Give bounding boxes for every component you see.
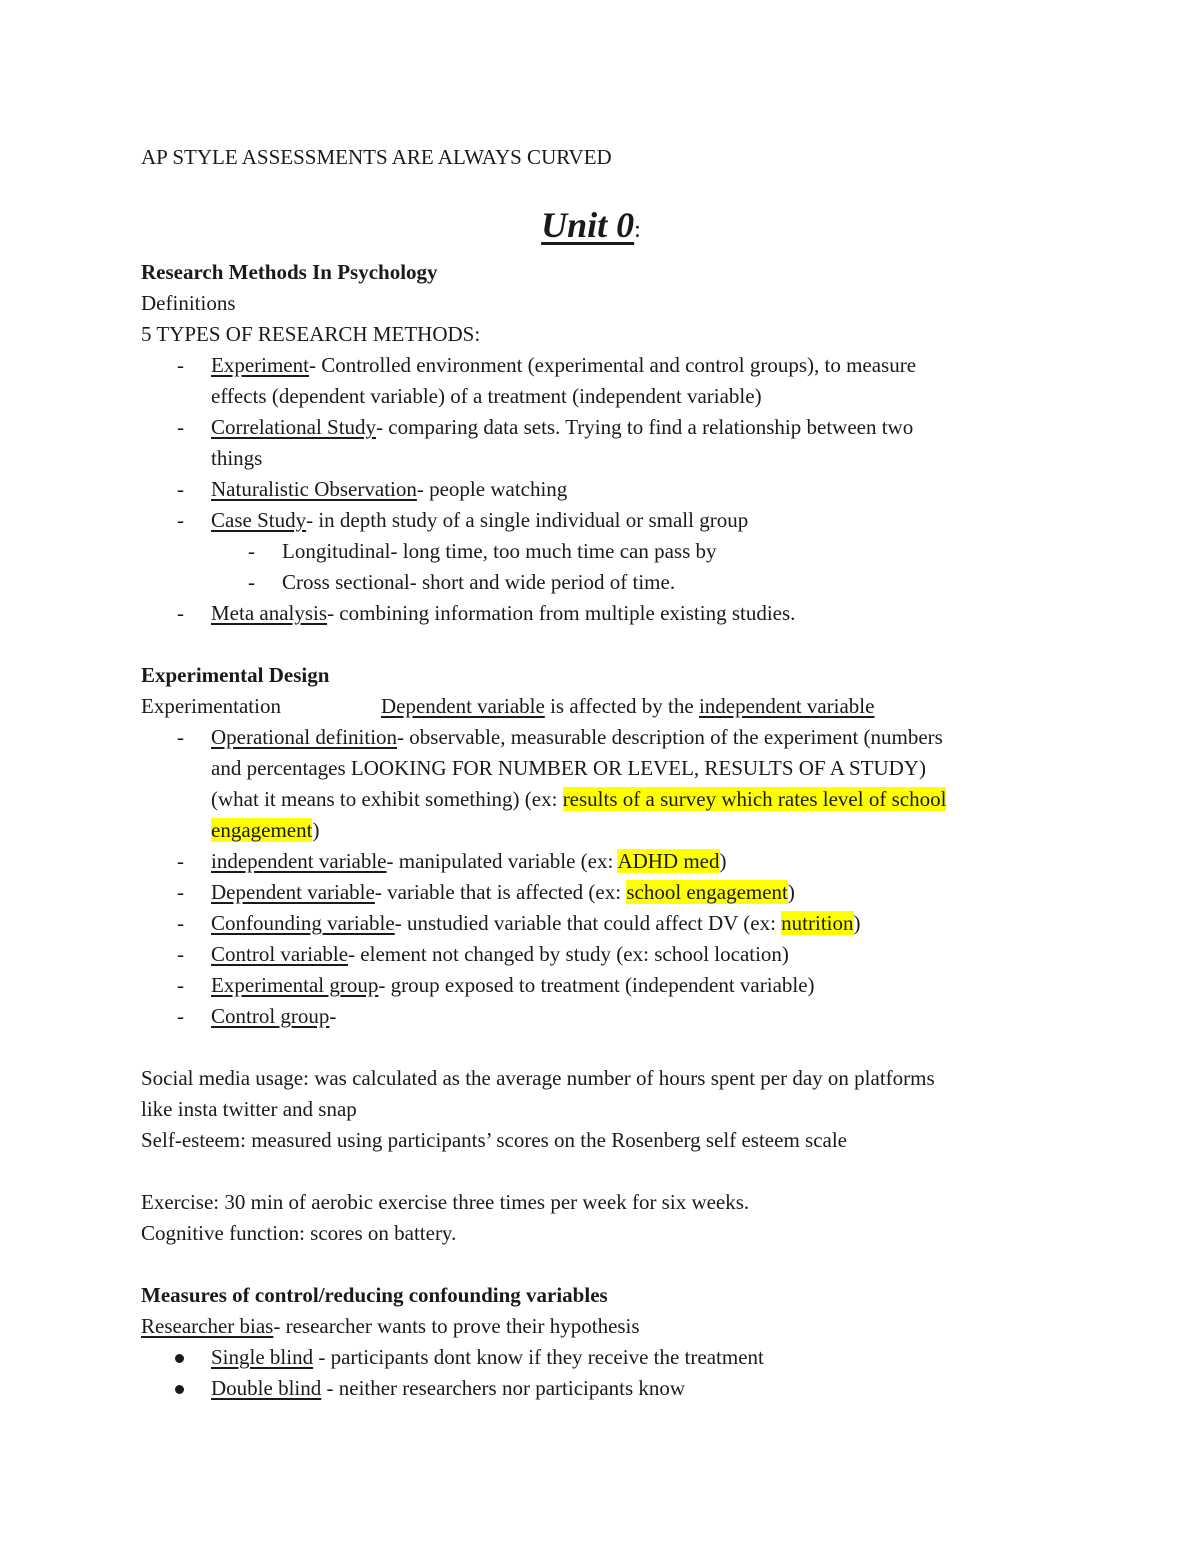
bullet-item-single-blind (141, 1342, 1041, 1373)
header-note: AP STYLE ASSESSMENTS ARE ALWAYS CURVED (141, 145, 612, 169)
description-cont: effects (dependent variable) of a treatment (independent variable) (211, 384, 762, 408)
example-social-media-cont: like insta twitter and snap (141, 1097, 357, 1121)
bullet-item-double-blind (141, 1373, 1041, 1404)
dash-bullet: - (177, 725, 184, 749)
example-self-esteem: Self-esteem: measured using participants’ scores on the Rosenberg self esteem scale (141, 1128, 847, 1152)
list-item-experiment (141, 350, 1041, 412)
description: - variable that is affected (ex: (374, 880, 627, 904)
list-item-meta-analysis (141, 598, 1041, 629)
description: - (329, 1004, 337, 1028)
types-label: 5 TYPES OF RESEARCH METHODS: (141, 322, 481, 346)
term: Confounding variable (211, 911, 395, 935)
spacer (141, 1249, 1041, 1280)
example-exercise: Exercise: 30 min of aerobic exercise three times per week for six weeks. (141, 1190, 750, 1214)
description-end: ) (312, 818, 320, 842)
term: independent variable (211, 849, 387, 873)
dash-bullet: - (177, 1004, 184, 1028)
bullet-dot-icon (175, 1385, 184, 1394)
dv-mid-text: is affected by the (544, 694, 699, 718)
dash-bullet: - (177, 601, 184, 625)
bullet-dot-icon (175, 1354, 184, 1363)
unit-title (141, 193, 1041, 257)
section-heading-control-measures: Measures of control/reducing confounding variables (141, 1283, 608, 1307)
dash-bullet: - (177, 973, 184, 997)
description-cont: and percentages LOOKING FOR NUMBER OR LEVEL, RESULTS OF A STUDY) (211, 756, 926, 780)
description: - observable, measurable description of the experiment (numbers (397, 725, 943, 749)
example-social-media: Social media usage: was calculated as the average number of hours spent per day on platforms (141, 1066, 935, 1090)
list-item-naturalistic (141, 474, 1041, 505)
highlighted-example: school engagement (626, 880, 788, 904)
dash-bullet: - (177, 415, 184, 439)
term: Operational definition (211, 725, 398, 749)
term: Experiment (211, 353, 309, 377)
experimentation-label: Experimentation (141, 694, 281, 718)
description: - comparing data sets. Trying to find a relationship between two (376, 415, 914, 439)
term: Experimental group (211, 973, 379, 997)
description-end: ) (787, 880, 795, 904)
list-item-independent-variable (141, 846, 1041, 877)
description-cont: things (211, 446, 263, 470)
dash-bullet: - (177, 849, 184, 873)
dash-bullet: - (177, 353, 184, 377)
description: - participants dont know if they receive the treatment (313, 1345, 764, 1369)
description: - unstudied variable that could affect DV (ex: (394, 911, 782, 935)
list-item-case-study (141, 505, 1041, 536)
list-item-correlational (141, 412, 1041, 474)
term: Control variable (211, 942, 349, 966)
spacer (141, 1156, 1041, 1187)
unit-title-colon: : (634, 217, 641, 243)
dash-bullet: - (177, 477, 184, 501)
list-item-control-variable (141, 939, 1041, 970)
term: Correlational Study (211, 415, 377, 439)
description: Cross sectional- short and wide period of time. (282, 570, 676, 594)
term: Double blind (211, 1376, 322, 1400)
term: Naturalistic Observation (211, 477, 417, 501)
description: Longitudinal- long time, too much time can pass by (282, 539, 717, 563)
term: Researcher bias (141, 1314, 274, 1338)
description: - group exposed to treatment (independent variable) (378, 973, 815, 997)
list-item-confounding-variable (141, 908, 1041, 939)
section-heading-research-methods: Research Methods In Psychology (141, 260, 438, 284)
dash-bullet: - (177, 508, 184, 532)
description: - combining information from multiple existing studies. (327, 601, 796, 625)
spacer (141, 1032, 1041, 1063)
dash-bullet: - (248, 539, 255, 563)
description: - neither researchers nor participants know (321, 1376, 686, 1400)
dash-bullet: - (248, 570, 255, 594)
list-item-experimental-group (141, 970, 1041, 1001)
iv-term: independent variable (698, 694, 875, 718)
spacer (141, 629, 1041, 660)
term: Single blind (211, 1345, 314, 1369)
term: Meta analysis (211, 601, 328, 625)
description: - Controlled environment (experimental and control groups), to measure (308, 353, 917, 377)
description: - people watching (416, 477, 568, 501)
list-item-dependent-variable (141, 877, 1041, 908)
description-cont: (what it means to exhibit something) (ex: (211, 787, 563, 811)
section-heading-experimental-design: Experimental Design (141, 663, 330, 687)
term: Control group (211, 1004, 330, 1028)
definitions-label: Definitions (141, 291, 236, 315)
description: - in depth study of a single individual or small group (306, 508, 749, 532)
highlighted-example: engagement (211, 818, 313, 842)
experimentation-line (141, 691, 1041, 722)
description-end: ) (719, 849, 727, 873)
dv-term: Dependent variable (380, 694, 545, 718)
description: - manipulated variable (ex: (386, 849, 618, 873)
term: Case Study (211, 508, 307, 532)
list-item-operational-definition (141, 722, 1041, 846)
description-end: ) (853, 911, 861, 935)
sublist-item-cross-sectional (141, 567, 1041, 598)
highlighted-example: results of a survey which rates level of school (562, 787, 947, 811)
description: - element not changed by study (ex: school location) (348, 942, 789, 966)
description: - researcher wants to prove their hypothesis (273, 1314, 640, 1338)
highlighted-example: nutrition (781, 911, 854, 935)
researcher-bias-line (141, 1311, 1041, 1342)
sublist-item-longitudinal (141, 536, 1041, 567)
example-cognitive: Cognitive function: scores on battery. (141, 1221, 457, 1245)
document-content (141, 142, 1041, 1404)
unit-title-text: Unit 0 (541, 205, 635, 245)
dash-bullet: - (177, 880, 184, 904)
term: Dependent variable (211, 880, 375, 904)
list-item-control-group (141, 1001, 1041, 1032)
highlighted-example: ADHD med (617, 849, 720, 873)
dash-bullet: - (177, 911, 184, 935)
dash-bullet: - (177, 942, 184, 966)
